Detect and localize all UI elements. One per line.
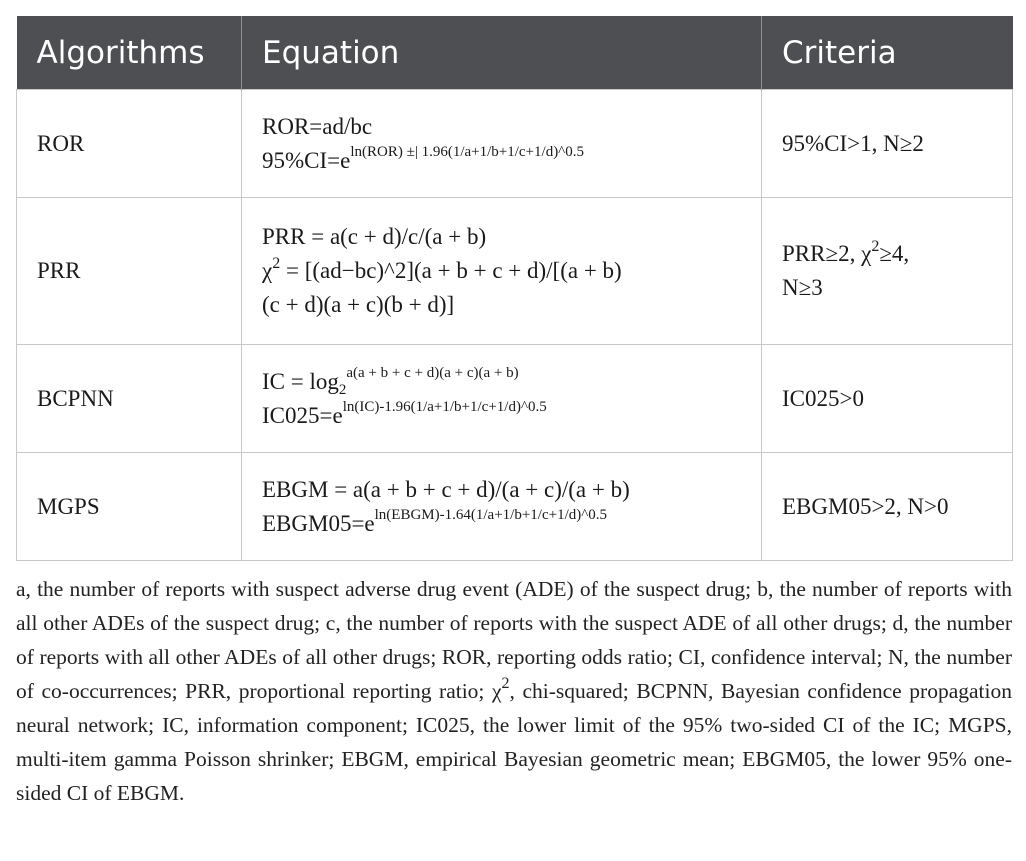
table-row-bcpnn [17,345,1013,453]
ror-equation-line1: ROR=ad/bc [262,113,373,139]
algorithms-table-container [16,16,1012,561]
table-row-prr [17,198,1013,345]
cell-algorithm-mgps: MGPS [17,453,242,561]
cell-criteria-ror: 95%CI>1, N≥2 [762,90,1013,198]
prr-criteria-post: ≥4, [879,241,910,266]
ror-equation-line2 [262,144,761,178]
ic025-exponent: ln(IC)-1.96(1/a+1/b+1/c+1/d)^0.5 [342,398,547,415]
prr-criteria-sup: 2 [871,238,880,255]
header-equation: Equation [242,16,762,90]
cell-algorithm-ror: ROR [17,90,242,198]
chi-symbol: χ [262,258,273,283]
ic025-base: IC025=e [262,402,343,428]
prr-criteria-line1 [782,237,1012,271]
header-row [17,16,1013,90]
cell-criteria-mgps: EBGM05>2, N>0 [762,453,1013,561]
bcpnn-equation-line1 [262,365,761,399]
ebgm05-exponent: ln(EBGM)-1.64(1/a+1/b+1/c+1/d)^0.5 [374,506,608,523]
cell-criteria-bcpnn: IC025>0 [762,345,1013,453]
prr-criteria-pre: PRR≥2, χ [782,241,872,266]
prr-equation-line1: PRR = a(c + d)/c/(a + b) [262,224,487,249]
log-base-sub: 2 [338,381,347,398]
header-algorithms: Algorithms [17,16,242,90]
algorithms-table [16,16,1013,561]
table-row-mgps [17,453,1013,561]
chi-squared-sup: 2 [272,255,281,272]
cell-equation-ror [242,90,762,198]
cell-algorithm-bcpnn: BCPNN [17,345,242,453]
table-header [17,16,1013,90]
footnote-part1: a, the number of reports with suspect adverse drug event (ADE) of the suspect drug; b, the number of reports with all other ADEs of the suspect drug; c, the number of reports with the suspect ADE of all other drugs; d, the number of reports with all other ADEs of all other drugs; ROR, reporting odds ratio; CI, confidence interval; N, the number of co-occurrences; PRR, proportional reporting ratio; χ [16,577,1012,703]
table-body [17,90,1013,561]
ror-ci-base: 95%CI=e [262,147,351,173]
ic-exponent: a(a + b + c + d)(a + c)(a + b) [346,364,519,381]
chi-squared-formula: = [(ad−bc)^2](a + b + c + d)/[(a + b) [280,258,622,283]
cell-algorithm-prr: PRR [17,198,242,345]
cell-equation-prr [242,198,762,345]
ebgm05-base: EBGM05=e [262,510,375,536]
cell-criteria-prr [762,198,1013,345]
prr-equation-line3: (c + d)(a + c)(b + d)] [262,292,455,317]
mgps-equation-line2 [262,507,761,541]
footnote-part2: , chi-squared; BCPNN, Bayesian confidence propagation neural network; IC, information component; IC025, the lower limit of the 95% two-sided CI of the IC; MGPS, multi-item gamma Poisson shrinker; EBGM, empirical Bayesian geometric mean; EBGM05, the lower 95% one-sided CI of EBGM. [16,679,1012,805]
table-footnote [16,572,1012,810]
cell-equation-mgps [242,453,762,561]
prr-criteria-line2: N≥3 [782,275,823,300]
ror-ci-exponent: ln(ROR) ±| 1.96(1/a+1/b+1/c+1/d)^0.5 [350,143,584,160]
bcpnn-equation-line2 [262,399,761,433]
ic-base: IC = log [262,368,339,394]
footnote-chi-sup: 2 [501,675,510,692]
prr-equation-line2 [262,254,761,288]
table-row-ror [17,90,1013,198]
header-criteria: Criteria [762,16,1013,90]
mgps-equation-line1: EBGM = a(a + b + c + d)/(a + c)/(a + b) [262,476,630,502]
cell-equation-bcpnn [242,345,762,453]
